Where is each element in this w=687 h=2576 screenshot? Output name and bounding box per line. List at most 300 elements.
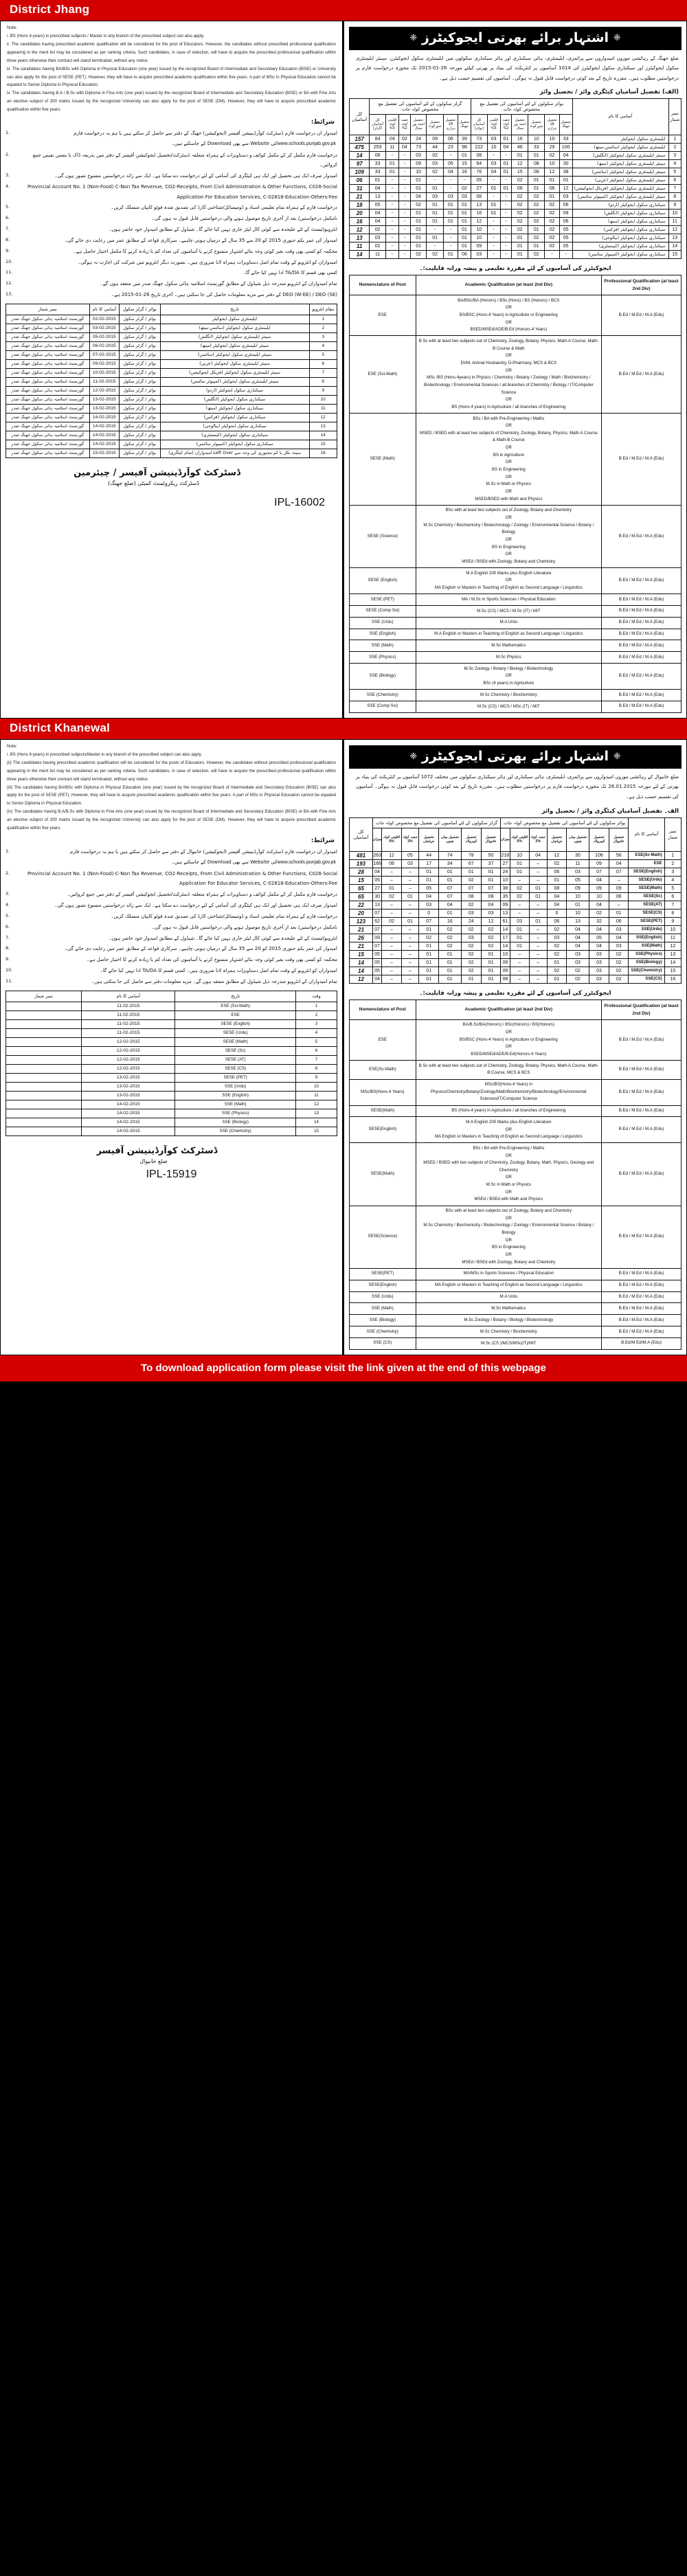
boys-cell: 04 [529, 851, 547, 859]
girls-cell: 03 [461, 934, 481, 942]
qual-academic-line: OR [505, 673, 512, 679]
schedule-venue: گورنمنٹ اسلامیہ ہائی سکول جھنگ صدر [6, 449, 90, 457]
signatory-title: ڈسٹرکٹ کوآرڈینیشن آفیسر [96, 1145, 218, 1156]
boys-cell: 10 [567, 909, 589, 917]
table-row [6, 1064, 337, 1073]
schedule-date: 09-02-2015 [89, 359, 119, 368]
girls-cell: 15 [458, 159, 471, 168]
qual-academic-line: BA/B.Sc/BA(Honors) / BSc(Honors) / BS(Honors) [462, 1022, 554, 1028]
condition-number: 5. [5, 204, 10, 210]
schedule-time [6, 1109, 82, 1118]
girls-cell: – [382, 950, 401, 958]
schedule-serial: 13 [296, 1109, 337, 1118]
boys-cell: 05 [559, 242, 572, 250]
girls-cell: - [427, 225, 443, 234]
boys-cell: 27 [501, 859, 510, 868]
qual-academic-line: M.Sc Zoology / Botany / Biology / Biotechnology [464, 1317, 554, 1322]
boys-cell: 03 [559, 192, 572, 201]
boys-cell: 04 [547, 901, 567, 909]
row-serial: 3 [664, 868, 681, 876]
girls-cell: - [398, 176, 410, 184]
boys-cell: 46 [512, 143, 528, 151]
schedule-post: ESE [175, 1010, 296, 1019]
schedule-serial: 4 [309, 341, 337, 350]
qual-academic-line: MA English or Masters in Teaching of English as Second Language / Linguistics [435, 585, 583, 590]
table-row [350, 1315, 682, 1326]
schedule-serial: 14 [309, 431, 337, 440]
table-row [350, 1337, 682, 1349]
schedule-time [6, 1073, 82, 1082]
post-name: ESE [629, 859, 664, 868]
qual-professional: B.Ed / M.Ed / M.A (Edu) [602, 617, 682, 629]
row-serial: 9 [668, 201, 681, 209]
header-girls-subcol: کل آسامیاں (گرلز) [370, 114, 386, 135]
table-row [350, 159, 682, 168]
row-total: 21 [350, 192, 370, 201]
row-total: 123 [350, 917, 373, 925]
boys-cell: 02 [512, 217, 528, 225]
note-heading: Note: [7, 743, 18, 749]
condition-item [5, 225, 337, 234]
boys-cell: 05 [589, 934, 609, 942]
girls-cell: 04 [439, 901, 462, 909]
jhang-left-column [0, 21, 344, 719]
table-row [350, 505, 682, 567]
khanewal-posts-table [349, 817, 682, 984]
condition-text: امیدوار ان درخواست فارم ڈسٹرکٹ کوآرڈینیشن آفیسر (ایجوکیشن) خانیوال کے دفتر سے حاصل کر سکتے ہیں یا ہم یہ درخواست فارم www.schools.punjab.gov.pk کی Website سے بھی Download کے جاسکتے ہیں۔ [69, 848, 337, 866]
girls-cell: 07 [372, 925, 381, 934]
boys-cell: 03 [510, 917, 529, 925]
condition-item [5, 171, 337, 181]
girls-cell: 01 [439, 967, 462, 975]
girls-cell: 01 [401, 917, 419, 925]
boys-cell: 04 [500, 143, 512, 151]
qual-academic-line: OR [505, 319, 512, 325]
condition-number: 13. [5, 291, 13, 297]
condition-item [5, 869, 337, 889]
schedule-date: 07-02-2015 [89, 350, 119, 359]
row-total: 31 [350, 184, 370, 192]
girls-cell: 03 [401, 859, 419, 868]
table-row [350, 1280, 682, 1291]
header-boys-subcol: تحصیل شورکوٹ [528, 114, 545, 135]
boys-cell: - [500, 192, 512, 201]
girls-cell: 01 [482, 876, 501, 884]
girls-cell: 02 [427, 168, 443, 176]
girls-cell: 02 [482, 942, 501, 950]
girls-cell: 07 [372, 909, 381, 917]
girls-cell: 02 [410, 201, 427, 209]
header-post-name: آسامی کا نام [572, 98, 668, 135]
boys-cell: 02 [512, 209, 528, 217]
girls-cell: – [382, 958, 401, 967]
boys-cell: - [545, 250, 559, 258]
schedule-venue: گورنمنٹ اسلامیہ ہائی سکول جھنگ صدر [6, 404, 90, 413]
schedule-time [6, 1055, 82, 1064]
table-row [350, 640, 682, 652]
boys-cell: 06 [545, 184, 559, 192]
qual-academic-line: OR [505, 305, 512, 310]
table-row [6, 1028, 337, 1037]
girls-cell: 06 [443, 135, 458, 143]
boys-cell: 04 [589, 876, 609, 884]
conditions-heading: شرائط: [311, 118, 335, 126]
qual-column-header-2: Professional Qualification (at least 2nd Div) [602, 275, 682, 295]
boys-cell: 29 [545, 143, 559, 151]
condition-text: درخواست فارم کے ہمراہ تمام تعلیمی اسناد و ڈومیسائل/شناختی کارڈ کی تصدیق شدہ فوٹو کاپیاں منسلک کریں۔ [111, 913, 337, 919]
table-row [6, 1037, 337, 1046]
girls-cell: 01 [427, 201, 443, 209]
qual-professional: B.Ed / M.Ed / M.A (Edu) [602, 295, 682, 336]
schedule-venue: گورنمنٹ اسلامیہ ہائی سکول جھنگ صدر [6, 350, 90, 359]
boys-cell: 04 [567, 925, 589, 934]
khanewal-qual-caption: ایجوکیٹرز کی آسامیوں کے لئے مقررہ تعلیمی و پیشہ ورانہ قابلیت:۔ [419, 989, 611, 997]
schedule-post: سینئر ایلیمنٹری سکول ایجوکیٹر (کمپیوٹر سائنس) [160, 377, 309, 386]
schedule-body [6, 1002, 337, 1136]
boys-cell: 01 [510, 868, 529, 876]
girls-cell: – [401, 884, 419, 892]
qual-post-name: SSE (Biology) [350, 1315, 416, 1326]
boys-cell: 03 [487, 159, 500, 168]
qual-academic-line: BS in Engineering [491, 467, 526, 473]
qual-academic-line: M.A Urdu [499, 620, 518, 625]
table-row [350, 1303, 682, 1315]
girls-cell: 08 [461, 892, 481, 901]
condition-number: 4. [5, 901, 10, 907]
boys-cell: 04 [589, 925, 609, 934]
girls-cell: – [401, 975, 419, 983]
boys-cell: 01 [528, 184, 545, 192]
qual-academic [416, 1291, 602, 1303]
table-row [350, 950, 682, 958]
header-boys-group: بوائز سکولوں کے لئے آسامیوں کی تفصیل مع مخصوص کوٹہ جات [471, 98, 572, 114]
girls-cell: 02 [439, 934, 462, 942]
post-name: SSE(Biology) [629, 958, 664, 967]
qual-academic-line: MSED / BSED with two subjects of Chemistry, Zoology, Botany, Math, Physics, Geology and Chemistry [423, 1160, 594, 1173]
girls-cell: 01 [482, 967, 501, 975]
girls-cell: 02 [458, 184, 471, 192]
girls-cell: – [401, 934, 419, 942]
schedule-school-type: بوائز / گرلز سکول [119, 422, 160, 431]
schedule-post: ایلیمنٹری سکول ایجوکیٹر [160, 315, 309, 324]
boys-cell: 05 [471, 176, 487, 184]
table-row [350, 967, 682, 975]
row-total: 14 [350, 250, 370, 258]
table-row [350, 414, 682, 506]
girls-cell: 01 [410, 225, 427, 234]
table-row [350, 1143, 682, 1206]
row-serial: 3 [668, 151, 681, 159]
boys-cell: 10 [545, 135, 559, 143]
girls-cell: 0 [419, 909, 439, 917]
table-row [6, 440, 337, 449]
boys-cell: 02 [547, 925, 567, 934]
schedule-serial: 5 [296, 1037, 337, 1046]
qual-academic-line: M.Sc in Math or Physics [486, 1182, 532, 1188]
table-row [350, 1079, 682, 1105]
condition-item [5, 290, 337, 300]
row-serial: 8 [668, 192, 681, 201]
condition-number: 2. [5, 870, 10, 876]
boys-cell: 13 [471, 201, 487, 209]
qual-academic-line: DVM, Animal Husbandry, D-Pharmacy, MCS & BCS [460, 360, 557, 365]
boys-cell: – [529, 934, 547, 942]
schedule-post: SSE (Math) [175, 1100, 296, 1109]
boys-cell: 01 [500, 184, 512, 192]
condition-url[interactable]: www.schools.punjab.gov.pk [277, 860, 337, 866]
note-item: iii. The candidates having BA/BSc with Diploma in Physical Education (one year) issued by the recognized Board of Intermediate and Secondary Education (BISE) or University can also apply for the post of SESE (PET). However, they will have to acquire prescribed academic qualification within five years. A part of MSc in Physical Education cannot be equated to Senior Diploma in Physical Education. [7, 66, 336, 88]
qual-academic-line: OR [505, 397, 512, 403]
post-name: سینئر ایلیمنٹری سکول ایجوکیٹر (میتھ) [572, 159, 668, 168]
qual-professional: B.Ed / M.Ed / M.A (Edu) [602, 1019, 682, 1060]
row-total: 28 [350, 868, 373, 876]
schedule-column-header: بوائز / گرلز سکول [119, 304, 160, 315]
boys-cell: 03 [609, 942, 629, 950]
schedule-serial: 1 [309, 315, 337, 324]
header-serial: نمبر شمار [664, 817, 681, 851]
row-serial: 1 [664, 851, 681, 859]
boys-cell: 07 [589, 868, 609, 876]
boys-cell: 10 [589, 892, 609, 901]
boys-cell: 13 [567, 917, 589, 925]
schedule-post: سیکنڈری سکول ایجوکیٹر (بیالوجی) [160, 422, 309, 431]
girls-cell: 04 [385, 135, 398, 143]
qual-academic-line: B.Sc with at least two subjects out of Chemistry, Zoology, Botany, Physics, Math-A Course, Math-B Course & Math [418, 338, 599, 351]
row-serial: 4 [668, 159, 681, 168]
girls-cell: 17 [419, 859, 439, 868]
post-name: سینئر ایلیمنٹری سکول ایجوکیٹر (انگلش) [572, 151, 668, 159]
girls-cell: 01 [439, 958, 462, 967]
qual-post-name: SESE(PET) [350, 1268, 416, 1280]
boys-cell: 30 [567, 851, 589, 859]
boys-cell: – [609, 876, 629, 884]
girls-cell: – [401, 909, 419, 917]
girls-cell: 02 [382, 892, 401, 901]
boys-cell: 06 [609, 892, 629, 901]
schedule-post: سیٹ نکل یا کم مجبوری کی وجہ سے Left Over امیدواران (تمام کیٹگری) [160, 449, 309, 457]
qual-professional: B.Ed / M.Ed / M.A (Edu) [602, 1143, 682, 1206]
girls-cell: – [382, 975, 401, 983]
condition-text: درخواست فارم مکمل کر کے مکمل کوائف و دستاویزات کے ہمراہ متعلقہ ڈسٹرکٹ/تحصیل ایجوکیشن آفیسر کے دفتر میں بذریعہ ڈاک یا بنفس نفیس جمع کروائیں۔ [32, 152, 337, 168]
table-row [6, 1109, 337, 1118]
boys-cell: 04 [559, 151, 572, 159]
table-row [6, 341, 337, 350]
boys-cell: 05 [559, 225, 572, 234]
qual-academic-line: M.A English or Masters in Teaching of English as Second Language / Linguistics [434, 631, 583, 637]
row-serial: 10 [668, 209, 681, 217]
boys-cell: – [510, 958, 529, 967]
qual-academic-line: BSc with at least two subjects out of Zoology, Botany and Chemistry [445, 1208, 572, 1214]
schedule-school-type: بوائز / گرلز سکول [119, 395, 160, 404]
girls-cell: 01 [458, 209, 471, 217]
khanewal-qualification-table [349, 999, 682, 1350]
girls-cell: 04 [372, 868, 381, 876]
qual-professional: B.Ed / M.Ed / M.A (Edu) [602, 594, 682, 606]
boys-cell: 02 [510, 892, 529, 901]
schedule-serial: 6 [296, 1046, 337, 1055]
row-total: 15 [350, 876, 373, 884]
condition-item [5, 944, 337, 953]
boys-cell: 02 [512, 225, 528, 234]
posts-header-row-1 [350, 98, 682, 114]
boys-cell: 01 [510, 934, 529, 942]
girls-cell: 02 [461, 925, 481, 934]
girls-cell: 01 [410, 176, 427, 184]
row-serial: 4 [664, 876, 681, 884]
girls-cell: 04 [419, 892, 439, 901]
girls-cell: 01 [410, 217, 427, 225]
girls-cell: 01 [427, 184, 443, 192]
boys-cell: - [487, 192, 500, 201]
qual-academic [416, 1117, 602, 1143]
qual-professional: B.Ed / M.Ed / M.A (Edu) [602, 414, 682, 506]
qual-header-row [350, 999, 682, 1019]
qual-academic-line: MSEd / BSEd with Zoology, Botany and Chemistry [462, 1259, 556, 1265]
girls-cell: – [382, 876, 401, 884]
header-boys-subcol: تحصیل جہانیاں [547, 828, 567, 851]
boys-cell: 02 [609, 967, 629, 975]
qual-professional: B.Ed / M.Ed / M.A (Edu) [602, 568, 682, 594]
row-total: 13 [350, 234, 370, 242]
boys-cell: 03 [589, 958, 609, 967]
boys-cell: - [487, 176, 500, 184]
schedule-post: سینئر ایلیمنٹری سکول ایجوکیٹر (سائنس) [160, 350, 309, 359]
qual-post-name: SSE (Urdu) [350, 617, 416, 629]
boys-cell: 09 [589, 884, 609, 892]
boys-cell: 01 [528, 242, 545, 250]
condition-text: نامکمل درخواستیں/ بعد از آخری تاریخ موصول ہونے والی درخواستیں قابل قبول نہ ہوں گی۔ [151, 924, 337, 930]
note-item: (ii) The candidates having prescribed academic qualification will be considered for the posts of Educators. However, the candidates without prescribed professional qualification appearing in the merit list may be considered as per ranking criteria. Such candidates, in case of selection, will have to acquire the prescribed professional qualification within three years otherwise their contract will stand terminated, without any notice. [7, 760, 336, 782]
girls-cell: 01 [439, 975, 462, 983]
jhang-intro-paragraph: ضلع جھنگ کے رہائشی موزوں امیدواروں سے پرائمری، ایلیمنٹری، ہائی سیکنڈری اور ہائر سیکنڈری سکولوں میں ایلیمنٹری سکول ایجوکیٹرز، سینئر ایلیمنٹری سکول ایجوکیٹرز اور سیکنڈری سکول ایجوکیٹرز کی 1014 آسامیوں پر کنٹریکٹ کی بنیاد پر بھرتی کیلئے مورخہ 26-01-2015 تک مجوزہ درخواست فارم پر درخواستیں مطلوب ہیں۔ مقررہ تاریخ کے بعد کوئی درخواست قابل قبول نہ ہوگی۔ آسامیوں کی تقسیم حسب ذیل ہے۔ [356, 55, 679, 82]
boys-cell: 61 [501, 917, 510, 925]
table-row [6, 324, 337, 332]
schedule-venue: گورنمنٹ اسلامیہ ہائی سکول جھنگ صدر [6, 324, 90, 332]
table-row [350, 168, 682, 176]
girls-cell: 01 [461, 975, 481, 983]
qual-academic-line: OR [505, 1127, 512, 1132]
qual-post-name: SESE(English) [350, 1117, 416, 1143]
table-row [350, 1326, 682, 1338]
schedule-date: 03-02-2015 [89, 324, 119, 332]
qual-academic-line: OR [505, 1252, 512, 1258]
boys-cell: - [487, 217, 500, 225]
table-row [6, 386, 337, 395]
condition-item [5, 955, 337, 964]
boys-cell: 01 [487, 201, 500, 209]
schedule-date: 15-02-2015 [89, 449, 119, 457]
girls-cell: – [382, 901, 401, 909]
condition-text: تمام امیدواران کے انٹرویو مندرجہ ذیل شیڈول کے مطابق گورنمنٹ اسلامیہ ہائی سکول جھنگ صدر میں منعقد ہوں گے۔ [100, 281, 337, 287]
girls-cell: - [443, 234, 458, 242]
schedule-serial: 8 [296, 1064, 337, 1073]
qual-academic-line: BSc with at least two subjects out of Zoology, Botany and Chemistry [445, 508, 572, 513]
boys-cell: 08 [471, 192, 487, 201]
schedule-school-type: بوائز / گرلز سکول [119, 324, 160, 332]
table-row [6, 1019, 337, 1028]
posts-table-body [350, 135, 682, 258]
row-serial: 15 [668, 250, 681, 258]
schedule-venue: گورنمنٹ اسلامیہ ہائی سکول جھنگ صدر [6, 431, 90, 440]
boys-cell: – [529, 975, 547, 983]
condition-url[interactable]: www.schools.punjab.gov.pk [277, 142, 337, 147]
boys-cell: 09 [589, 859, 609, 868]
qual-academic-line: BS in Engineering [491, 1245, 526, 1250]
boys-cell: 38 [559, 168, 572, 176]
schedule-column-header: نمبر شمار [6, 991, 82, 1002]
table-row [350, 143, 682, 151]
girls-cell: 01 [443, 201, 458, 209]
girls-cell: 01 [443, 250, 458, 258]
condition-number: 11. [5, 978, 13, 984]
table-row [350, 295, 682, 336]
girls-cell: – [382, 868, 401, 876]
boys-cell: 01 [500, 159, 512, 168]
banner-text: اشتہار برائے بھرتی ایجوکیٹرز [421, 748, 609, 764]
row-total: 18 [350, 201, 370, 209]
boys-cell: 01 [512, 234, 528, 242]
post-name: SSE(Urdu) [629, 925, 664, 934]
jhang-posts-table [349, 98, 682, 259]
schedule-school-type: بوائز / گرلز سکول [119, 404, 160, 413]
table-row [350, 135, 682, 143]
boys-cell: 02 [512, 192, 528, 201]
schedule-date: 12-02-2015 [82, 1055, 175, 1064]
boys-cell: 01 [500, 135, 512, 143]
table-row [350, 209, 682, 217]
qual-academic-line: BS (Hons-4 years) in Agriculture / all branches of Engineering [451, 1108, 566, 1114]
girls-cell: - [458, 176, 471, 184]
qual-professional: B.Ed / M.Ed / M.A (Edu) [602, 1291, 682, 1303]
schedule-school-type: بوائز / گرلز سکول [119, 368, 160, 377]
qual-academic-line: M.Sc Chemistry / Biochemistry [480, 692, 537, 697]
schedule-serial: 13 [309, 422, 337, 431]
schedule-date: 12-02-2015 [82, 1064, 175, 1073]
row-serial: 14 [668, 242, 681, 250]
qual-academic [416, 594, 602, 606]
schedule-post: SESE (Urdu) [175, 1028, 296, 1037]
boys-cell: 01 [529, 892, 547, 901]
girls-cell: 34 [439, 859, 462, 868]
boys-cell: 07 [609, 868, 629, 876]
boys-cell: 38 [501, 884, 510, 892]
girls-cell: 02 [370, 242, 386, 250]
girls-cell: 01 [427, 234, 443, 242]
condition-text: درخواست فارم کے ہمراہ تمام تعلیمی اسناد و ڈومیسائل/شناختی کارڈ کی تصدیق شدہ فوٹو کاپیاں منسلک کریں۔ [111, 205, 337, 211]
qual-post-name: SESE (PET) [350, 594, 416, 606]
header-boys-subcol: میزان [501, 828, 510, 851]
boys-cell: 02 [545, 209, 559, 217]
schedule-post: SESE (Math) [175, 1037, 296, 1046]
boys-cell: 01 [559, 176, 572, 184]
qual-professional: B.Ed / M.Ed / M.A (Edu) [602, 664, 682, 690]
boys-cell: 04 [487, 168, 500, 176]
girls-cell: 01 [443, 217, 458, 225]
boys-cell: - [487, 250, 500, 258]
boys-cell: 10 [501, 876, 510, 884]
boys-cell: 01 [512, 242, 528, 250]
girls-cell: 02 [461, 876, 481, 884]
schedule-post: ESE (Sci-Math) [175, 1002, 296, 1010]
girls-cell: 04 [370, 184, 386, 192]
schedule-school-type: بوائز / گرلز سکول [119, 440, 160, 449]
qual-post-name: SSE (Chemistry) [350, 690, 416, 701]
qual-post-name: SSE (Comp Sci) [350, 701, 416, 712]
qual-professional: B.Ed / M.Ed / M.A (Edu) [602, 1315, 682, 1326]
girls-cell: 02 [461, 942, 481, 950]
table-row [6, 377, 337, 386]
condition-text: امیدواران کو انٹرویو کے وقت تمام اصل دستاویزات ہمراہ لانا ضروری ہیں۔ کسی قسم کا TA/DA ادا نہیں کیا جائے گا۔ [100, 968, 337, 974]
